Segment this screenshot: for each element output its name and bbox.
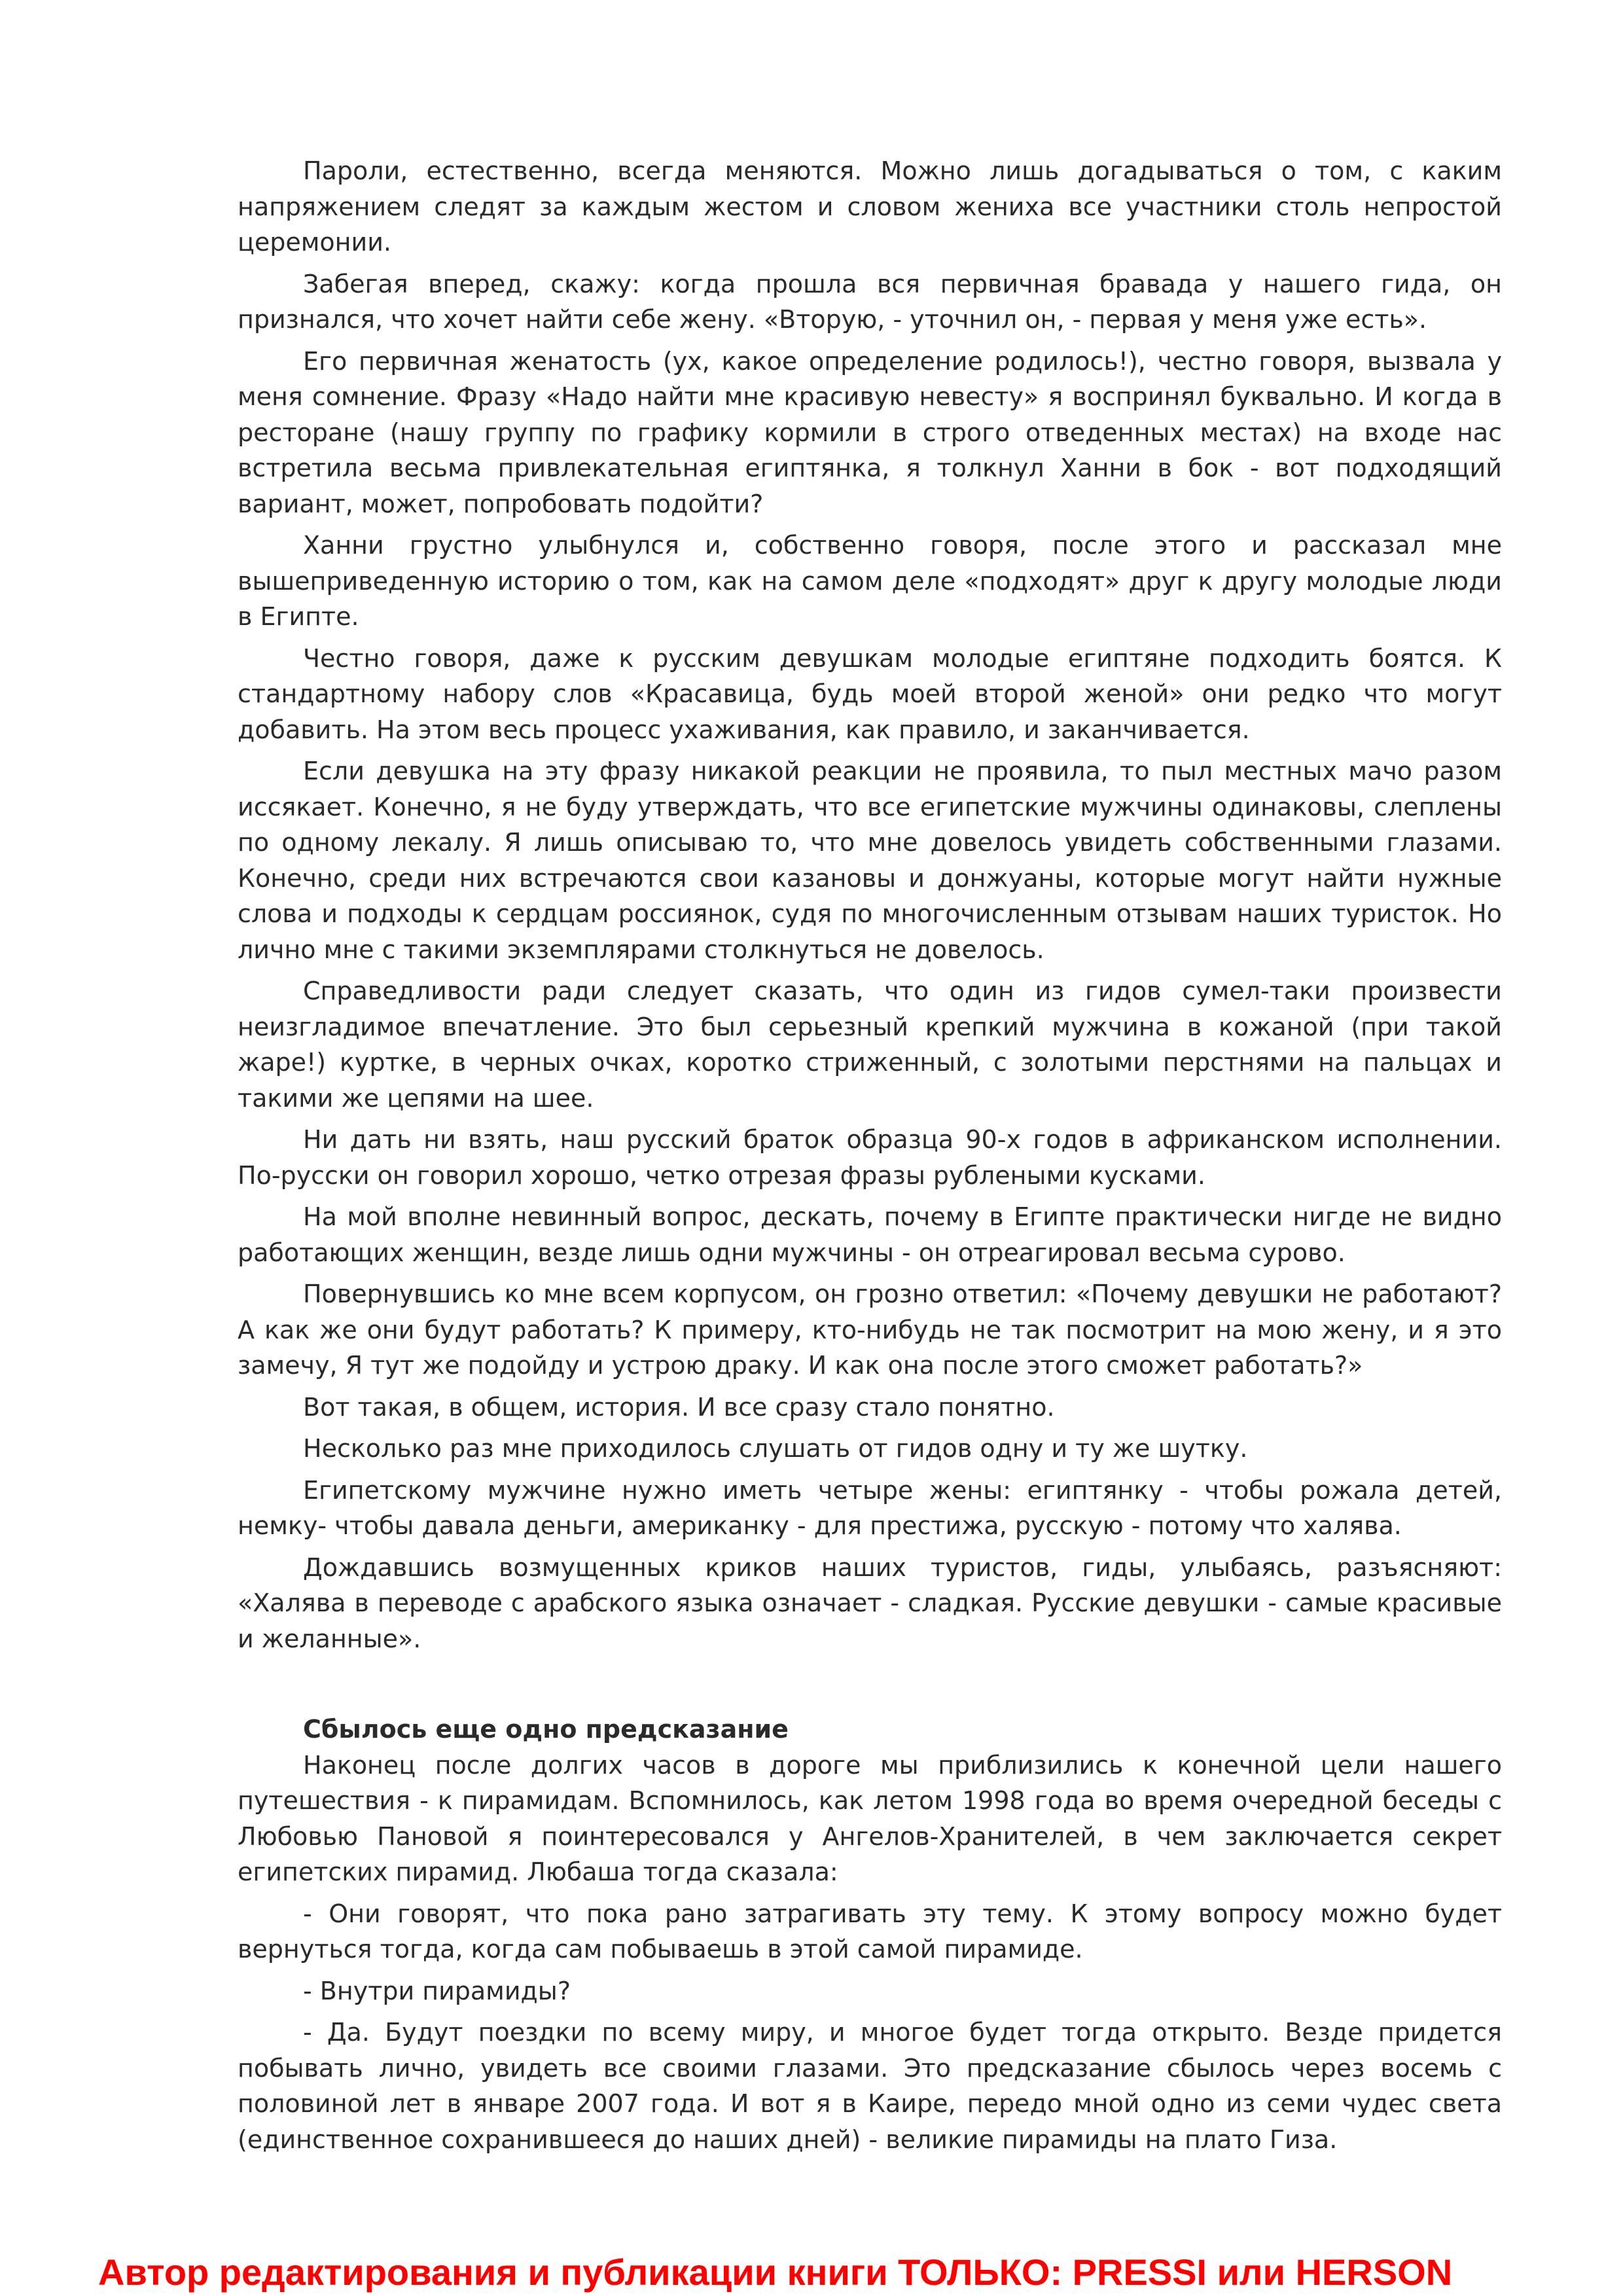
paragraph: Ханни грустно улыбнулся и, собственно говоря, после этого и рассказал мне вышеприведенную историю о том, как на самом деле «подходят» друг к другу молодые люди в Египте. [238,531,1502,631]
paragraph: Повернувшись ко мне всем корпусом, он грозно ответил: «Почему девушки не работают? А как же они будут работать? К примеру, кто-нибудь не так посмотрит на мою жену, и я это замечу, Я тут же подойду и устрою драку. И как она после этого сможет работать?» [238,1280,1502,1380]
paragraph: Несколько раз мне приходилось слушать от гидов одну и ту же шутку. [303,1434,1248,1463]
paragraph: Наконец после долгих часов в дороге мы приблизились к конечной цели нашего путешествия - к пирамидам. Вспомнилось, как летом 1998 года во время очередной беседы с Любовью Пановой я поинтересовался у Ангелов-Хранителей, в чем заключается секрет египетских пирамид. Любаша тогда сказала: [238,1750,1502,1886]
paragraph: - Да. Будут поездки по всему миру, и многое будет тогда открыто. Везде придется побывать лично, увидеть все своими глазами. Это предсказание сбылось через восемь с половиной лет в январе 2007 года. И вот я в Каире, передо мной одно из семи чудес света (единственное сохранившееся до наших дней) - великие пирамиды на плато Гиза. [238,2018,1502,2154]
section-heading: Сбылось еще одно предсказание [303,1715,789,1744]
paragraph: Ни дать ни взять, наш русский браток образца 90-х годов в африканском исполнении. По-русски он говорил хорошо, четко отрезая фразы рублеными кусками. [238,1125,1502,1190]
paragraph: Если девушка на эту фразу никакой реакции не проявила, то пыл местных мачо разом иссякает. Конечно, я не буду утверждать, что все египетские мужчины одинаковы, слеплены по одному лекалу. Я лишь описываю то, что мне довелось увидеть собственными глазами. Конечно, среди них встречаются свои казановы и донжуаны, которые могут найти нужные слова и подходы к сердцам россиянок, судя по многочисленным отзывам наших туристок. Но лично мне с такими экземплярами столкнуться не довелось. [238,757,1502,964]
document-body [238,153,1502,2163]
paragraph: Честно говоря, даже к русским девушкам молодые египтяне подходить боятся. К стандартному набору слов «Красавица, будь моей второй женой» они редко что могут добавить. На этом весь процесс ухаживания, как правило, и заканчивается. [238,643,1502,744]
paragraph: Вот такая, в общем, история. И все сразу стало понятно. [303,1392,1055,1422]
paragraph: Египетскому мужчине нужно иметь четыре жены: египтянку - чтобы рожала детей, немку- чтобы давала деньги, американку - для престижа, русскую - потому что халява. [238,1475,1502,1540]
paragraph: Пароли, естественно, всегда меняются. Можно лишь догадываться о том, с каким напряжением следят за каждым жестом и словом жениха все участники столь непростой церемонии. [238,156,1502,257]
paragraph: - Они говорят, что пока рано затрагивать эту тему. К этому вопросу можно будет вернуться тогда, когда сам побываешь в этой самой пирамиде. [238,1899,1502,1964]
paragraph: Дождавшись возмущенных криков наших туристов, гиды, улыбаясь, разъясняют: «Халява в переводе с арабского языка означает - сладкая. Русские девушки - самые красивые и желанные». [238,1552,1502,1653]
paragraph: Забегая вперед, скажу: когда прошла вся первичная бравада у нашего гида, он признался, что хочет найти себе жену. «Вторую, - уточнил он, - первая у меня уже есть». [238,269,1502,334]
paragraph: - Внутри пирамиды? [303,1976,571,2005]
footer-watermark: Автор редактирования и публикации книги ТОЛЬКО: PRESSI или HERSON [98,2251,1453,2293]
paragraph: Справедливости ради следует сказать, что один из гидов сумел-таки произвести неизгладимое впечатление. Это был серьезный крепкий мужчина в кожаной (при такой жаре!) куртке, в черных очках, коротко стриженный, с золотыми перстнями на пальцах и такими же цепями на шее. [238,977,1502,1113]
paragraph: Его первичная женатость (ух, какое определение родилось!), честно говоря, вызвала у меня сомнение. Фразу «Надо найти мне красивую невесту» я воспринял буквально. И когда в ресторане (нашу группу по графику кормили в строго отведенных местах) на входе нас встретила весьма привлекательная египтянка, я толкнул Ханни в бок - вот подходящий вариант, может, попробовать подойти? [238,346,1502,518]
paragraph: На мой вполне невинный вопрос, дескать, почему в Египте практически нигде не видно работающих женщин, везде лишь одни мужчины - он отреагировал весьма сурово. [238,1202,1502,1267]
